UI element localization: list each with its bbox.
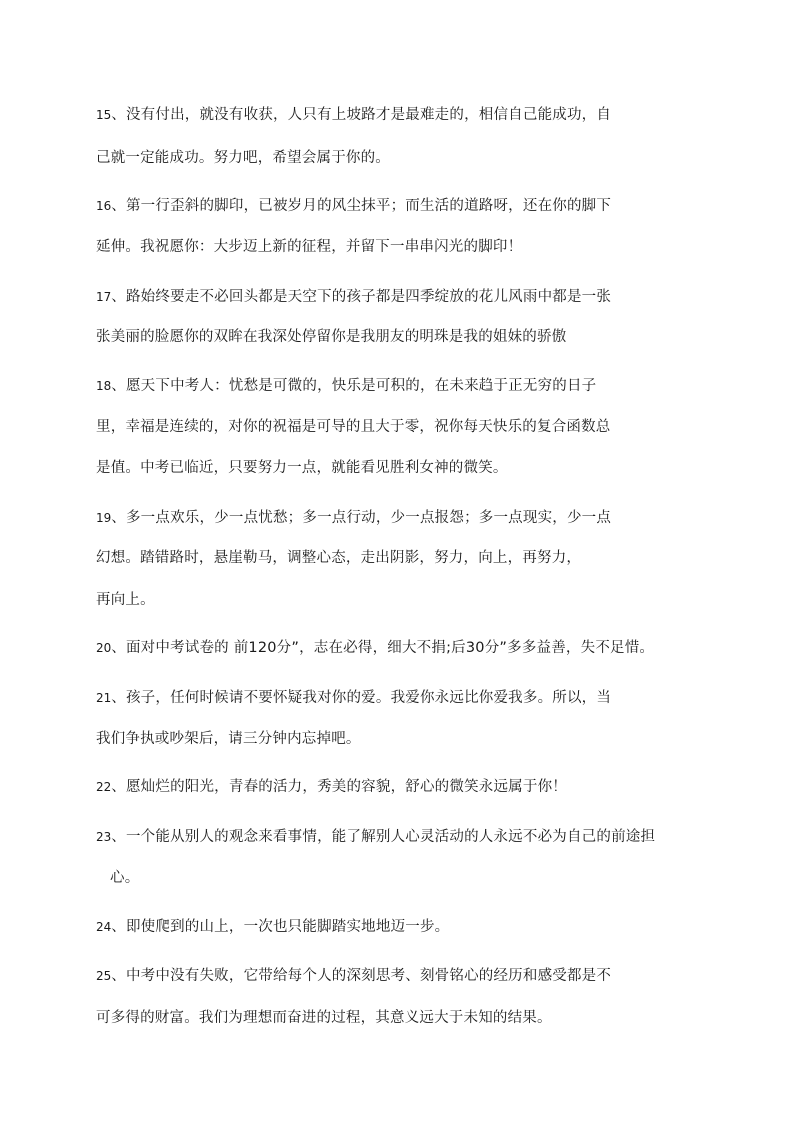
entry-text: 、中考中没有失败，它带给每个人的深刻思考、刻骨铭心的经历和感受都是不	[111, 968, 612, 984]
entry-25-line-1	[96, 964, 611, 988]
entry-text: 、即使爬到的山上，一次也只能脚踏实地地迈一步。	[111, 919, 450, 935]
entry-18-line-3: 是值。中考已临近，只要努力一点，就能看见胜利女神的微笑。	[96, 460, 508, 476]
entry-17-line-1	[96, 285, 611, 309]
entry-text: 、愿灿烂的阳光，青春的活力，秀美的容貌，舒心的微笑永远属于你！	[111, 779, 567, 795]
entry-number: 22	[96, 780, 112, 794]
entry-text: 、面对中考试卷的 前120分”，志在必得，细大不捐;后30分”多多益善，失不足惜。	[111, 640, 655, 656]
entry-15-line-1	[96, 103, 611, 127]
entry-23-line-2: 心。	[110, 870, 140, 886]
entry-number: 21	[96, 691, 112, 705]
entry-16-line-2: 延伸。我祝愿你：大步迈上新的征程，并留下一串串闪光的脚印！	[96, 239, 523, 255]
entry-number: 23	[96, 830, 112, 844]
entry-24-line-1	[96, 915, 449, 939]
entry-number: 15	[96, 108, 112, 122]
entry-16-line-1	[96, 194, 611, 218]
entry-text: 、多一点欢乐，少一点忧愁；多一点行动，少一点报怨；多一点现实，少一点	[111, 510, 612, 526]
entry-25-line-2: 可多得的财富。我们为理想而奋进的过程，其意义远大于未知的结果。	[96, 1010, 552, 1026]
entry-19-line-3: 再向上。	[96, 592, 155, 608]
entry-21-line-2: 我们争执或吵架后，请三分钟内忘掉吧。	[96, 731, 361, 747]
entry-17-line-2: 张美丽的脸愿你的双眸在我深处停留你是我朋友的明珠是我的姐妹的骄傲	[96, 329, 567, 345]
entry-number: 25	[96, 969, 112, 983]
entry-text: 、愿天下中考人：忧愁是可微的，快乐是可积的，在未来趋于正无穷的日子	[111, 378, 597, 394]
entry-text: 、一个能从别人的观念来看事情，能了解别人心灵活动的人永远不必为自己的前途担	[111, 829, 656, 845]
entry-text: 、第一行歪斜的脚印，已被岁月的风尘抹平；而生活的道路呀，还在你的脚下	[111, 198, 612, 214]
entry-19-line-1	[96, 506, 611, 530]
entry-18-line-1	[96, 374, 596, 398]
entry-number: 18	[96, 379, 112, 393]
entry-22-line-1	[96, 775, 567, 799]
entry-20-line-1	[96, 636, 654, 660]
entry-23-line-1	[96, 825, 655, 849]
entry-19-line-2: 幻想。踏错路时，悬崖勒马，调整心态，走出阴影，努力，向上，再努力，	[96, 550, 582, 566]
entry-21-line-1	[96, 686, 611, 710]
entry-text: 、没有付出，就没有收获，人只有上坡路才是最难走的，相信自己能成功，自	[111, 107, 612, 123]
entry-18-line-2: 里，幸福是连续的，对你的祝福是可导的且大于零，祝你每天快乐的复合函数总	[96, 419, 611, 435]
entry-number: 17	[96, 290, 112, 304]
entry-number: 19	[96, 511, 112, 525]
entry-text: 、孩子，任何时候请不要怀疑我对你的爱。我爱你永远比你爱我多。所以，当	[111, 690, 612, 706]
entry-number: 20	[96, 641, 112, 655]
entry-number: 24	[96, 920, 112, 934]
entry-15-line-2: 己就一定能成功。努力吧，希望会属于你的。	[96, 150, 390, 166]
entry-number: 16	[96, 199, 112, 213]
entry-text: 、路始终要走不必回头都是天空下的孩子都是四季绽放的花儿风雨中都是一张	[111, 289, 612, 305]
